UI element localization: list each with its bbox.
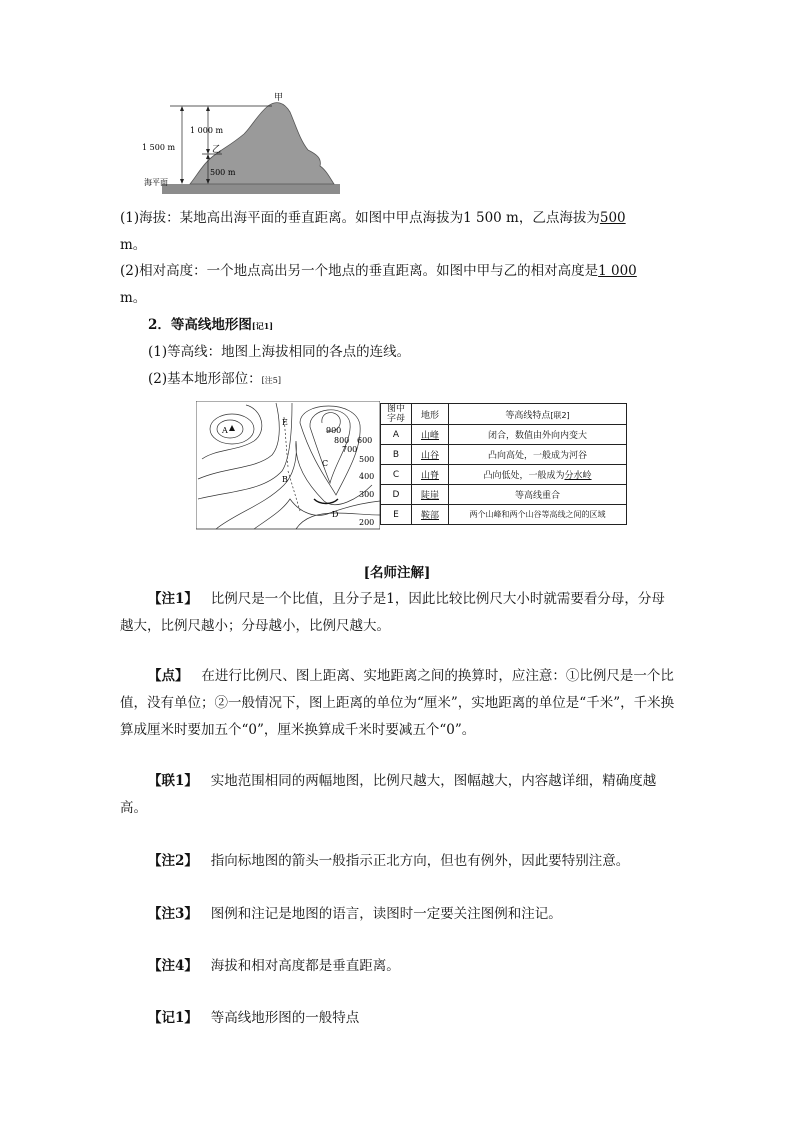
contour-map [196,401,380,531]
note-tag: 【注3】 [148,906,198,922]
section-2-title: 2．等高线地形图 [148,317,252,333]
row-terrain: 山谷 [412,445,449,465]
point-label-yi: 乙 [212,145,222,155]
header-feature [449,404,627,425]
note-tag: 【注2】 [148,853,198,869]
altitude-paragraph [120,205,676,259]
elevation-900: 900 [326,426,342,435]
row-terrain: 陡崖 [412,485,449,505]
terrain-heading [148,368,281,392]
label-1000m: 1 000 m [190,126,224,135]
label-1500m: 1 500 m [142,143,176,152]
relative-height-answer: 1 000 [598,263,637,279]
relative-height-text: (2)相对高度：一个地点高出另一个地点的垂直距离。如图中甲与乙的相对高度是 [120,263,599,279]
row-feature-answer: 分水岭 [564,471,592,481]
table-row [381,465,627,485]
note-3 [120,768,676,822]
row-feature: 凸向高处，一般成为河谷 [449,445,627,465]
label-500m: 500 m [210,168,236,177]
elevation-200: 200 [359,518,375,527]
map-label-d: D [332,510,339,519]
map-label-a: A [222,426,228,435]
row-letter: E [381,505,412,525]
ground-base [162,184,340,194]
note-7 [120,1005,676,1032]
notes-title: [名师注解] [363,565,431,581]
table-row [381,425,627,445]
note-tag: 【点】 [148,668,189,684]
note-tag: 【记1】 [148,1010,198,1026]
row-feature: 等高线重合 [449,485,627,505]
header-letter: 图中字母 [381,404,412,425]
header-terrain: 地形 [412,404,449,425]
note-text: 实地范围相同的两幅地图，比例尺越大，图幅越大，内容越详细，精确度越高。 [120,773,657,816]
note-6 [120,953,676,980]
row-letter: D [381,485,412,505]
section-2-tag: [记1] [251,321,274,331]
row-terrain: 山脊 [412,465,449,485]
terrain-table [380,403,627,525]
elevation-800: 800 [334,436,350,445]
note-tag: 【注4】 [148,958,198,974]
contour-definition: (1)等高线：地图上海拔相同的各点的连线。 [148,344,411,360]
row-letter: B [381,445,412,465]
peak-label-jia: 甲 [274,93,284,103]
altitude-unit: m。 [120,237,147,253]
map-label-e: E [282,418,288,427]
map-label-b: B [282,475,288,484]
relative-height-paragraph [120,258,676,312]
terrain-heading-text: (2)基本地形部位： [148,371,262,387]
altitude-answer: 500 [599,210,626,226]
note-4 [120,848,676,875]
note-text: 指向标地图的箭头一般指示正北方向，但也有例外，因此要特别注意。 [210,853,630,869]
sea-level-label: 海平面 [144,178,168,187]
row-terrain: 山峰 [412,425,449,445]
note-text: 在进行比例尺、图上距离、实地距离之间的换算时，应注意：①比例尺是一个比值，没有单位；②一般情况下，图上距离的单位为“厘米”，实地距离的单位是“千米”，千米换算成厘米时要加五个“0”，厘米换算成千米时要减五个“0”。 [120,668,675,738]
table-header-row [381,404,627,425]
row-feature: 两个山峰和两个山谷等高线之间的区域 [449,505,627,525]
row-terrain: 鞍部 [412,505,449,525]
row-letter: A [381,425,412,445]
elevation-500: 500 [359,455,375,464]
altitude-text: (1)海拔：某地高出海平面的垂直距离。如图中甲点海拔为1 500 m，乙点海拔为 [120,210,600,226]
row-letter: C [381,465,412,485]
table-row [381,485,627,505]
header-feature-tag: [联2] [550,410,570,420]
note-1 [120,586,676,640]
note-text: 图例和注记是地图的语言，读图时一定要关注图例和注记。 [210,906,562,922]
elevation-300: 300 [359,490,375,499]
row-feature-text: 凸向低处，一般成为 [483,471,565,481]
elevation-600: 600 [357,436,373,445]
note-text: 比例尺是一个比值，且分子是1，因此比较比例尺大小时就需要看分母，分母越大，比例尺越小；分母越小，比例尺越大。 [120,591,665,634]
note-tag: 【联1】 [148,773,198,789]
elevation-400: 400 [359,472,375,481]
header-feature-text: 等高线特点 [505,410,551,421]
note-text: 等高线地形图的一般特点 [210,1010,360,1026]
elevation-700: 700 [342,445,358,454]
mountain-elevation-figure [140,88,346,196]
note-text: 海拔和相对高度都是垂直距离。 [210,958,400,974]
note-2 [120,663,676,744]
table-row [381,505,627,525]
relative-height-unit: m。 [120,290,147,306]
row-feature: 闭合，数值由外向内变大 [449,425,627,445]
section-2-heading [148,314,273,337]
terrain-heading-tag: [注5] [261,376,281,385]
note-tag: 【注1】 [148,591,198,607]
table-row [381,445,627,465]
row-feature [449,465,627,485]
map-label-c: C [322,459,329,468]
note-5 [120,901,676,928]
